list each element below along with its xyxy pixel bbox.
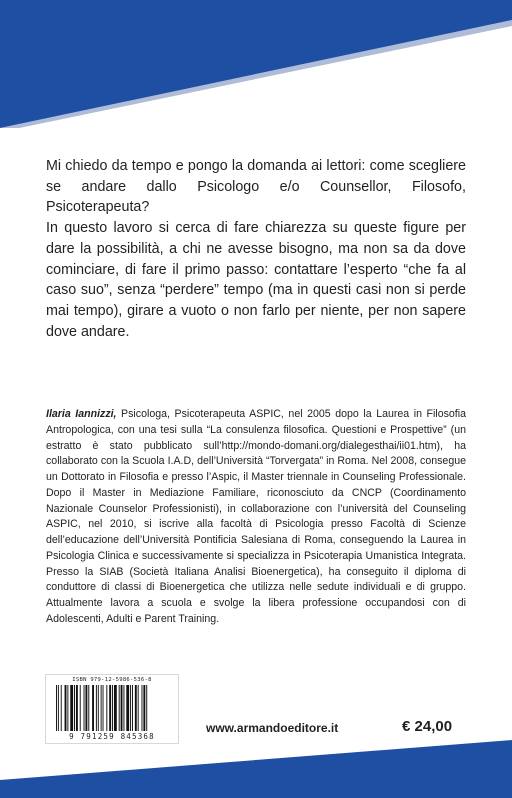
barcode-bar xyxy=(121,685,123,731)
barcode-bar xyxy=(76,685,78,731)
barcode-bar xyxy=(98,685,99,731)
barcode-bars xyxy=(56,685,170,731)
barcode-bar xyxy=(67,685,68,731)
author-biography xyxy=(46,407,466,628)
barcode-bar xyxy=(142,685,143,731)
blurb-paragraph-2: In questo lavoro si cerca di fare chiarezza su queste figure per dare la possibilità, a chi ne avesse bisogno, ma non sa da dove cominciare, di fare il primo passo: contattare l’esperto “che fa al caso suo”, senza “perdere” tempo (ma in questi casi non si perde mai tempo), girare a vuoto o non farlo per niente, per non sapere dove andare. xyxy=(46,220,466,340)
barcode-bar xyxy=(84,685,85,731)
barcode-bar xyxy=(58,685,59,731)
barcode-bar xyxy=(80,685,81,731)
publisher-website: www.armandoeditore.it xyxy=(206,721,339,735)
barcode-bar xyxy=(74,685,75,731)
barcode-bar xyxy=(61,685,62,731)
barcode-bar xyxy=(70,685,73,731)
author-name: Ilaria Iannizzi, xyxy=(46,408,117,420)
barcode-bar xyxy=(146,685,147,731)
barcode-bar xyxy=(143,685,145,731)
blurb-paragraph-1: Mi chiedo da tempo e pongo la domanda ai lettori: come scegliere se andare dallo Psicologo e/o Counsellor, Filosofo, Psicoterapeuta? xyxy=(46,158,466,216)
isbn-barcode xyxy=(45,674,179,744)
top-blue-band xyxy=(0,0,512,128)
barcode-bar xyxy=(135,685,137,731)
barcode-bar xyxy=(138,685,139,731)
barcode-bar xyxy=(112,685,113,731)
barcode-bar xyxy=(109,685,111,731)
barcode-bar xyxy=(132,685,133,731)
barcode-bar xyxy=(126,685,129,731)
back-cover-blurb xyxy=(46,156,466,342)
barcode-bar xyxy=(123,685,124,731)
barcode-bar xyxy=(114,685,117,731)
bottom-blue-band xyxy=(0,740,512,798)
barcode-bar xyxy=(101,685,102,731)
price-label: € 24,00 xyxy=(402,718,453,735)
barcode-bar xyxy=(85,685,87,731)
barcode-bar xyxy=(65,685,67,731)
barcode-bar xyxy=(130,685,131,731)
isbn-label: ISBN 979-12-5986-536-8 xyxy=(72,677,152,683)
barcode-digits: 9 791259 845368 xyxy=(69,732,155,741)
barcode-bar xyxy=(88,685,89,731)
barcode-bar xyxy=(96,685,97,731)
barcode-bar xyxy=(92,685,94,731)
author-bio-text: Psicologa, Psicoterapeuta ASPIC, nel 2005 dopo la Laurea in Filosofia Antropologica, con una tesi sulla “La consulenza filosofica. Questioni e Prospettive” (un estratto è stato pubblicato sull’http://mondo-domani.org/dialegesthai/ii01.htm), ha collaborato con la Scuola I.A.D, dell’Università “Torvergata” in Roma. Nel 2008, consegue un Dottorato in Filosofia e presso l’Aspic, il Master triennale in Counseling Professionale. Dopo il Master in Mediazione Familiare, riconosciuto da CNCP (Coordinamento Nazionale Counselor Professionisti), in collaborazione con l’università del Counseling ASPIC, nel 2010, si iscrive alla facoltà di Psicologia presso Facoltà di Scienze dell’educazione dell’Università Pontificia Salesiana di Roma, conseguendo la Laurea in Psicologia Clinica e successivamente si specializza in Psicoterapia Umanistica Integrata. Presso la SIAB (Società Italiana Analisi Bioenergetica), ha conseguito il diploma di conduttore di classi di Bioenergetica che utilizza nelle sedute individuali e di gruppo. Attualmente lavora a scuola e svolge la libera professione occupandosi con di Adolescenti, Adulti e Parent Training. xyxy=(46,408,466,625)
barcode-bar xyxy=(119,685,120,731)
barcode-bar xyxy=(106,685,107,731)
barcode-bar xyxy=(56,685,57,731)
barcode-bar xyxy=(103,685,104,731)
